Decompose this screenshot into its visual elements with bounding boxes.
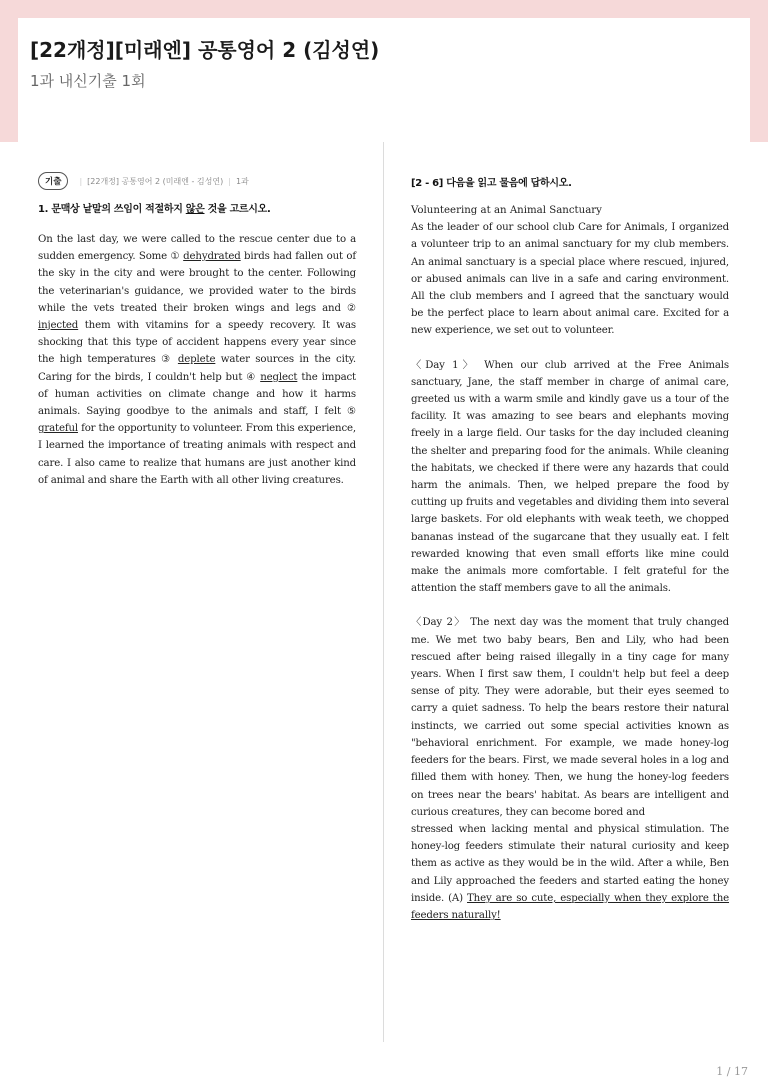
source-text: [22개정] 공통영어 2 (미래엔 - 김성연) bbox=[87, 176, 224, 186]
paragraph-intro: As the leader of our school club Care for Animals, I organized a volunteer trip to an animal sanctuary for my club members. An animal sanctuary is a special place where rescued, injured, or abused animals can live in a safe and caring environment. All the club members and I agreed that the sanctuary would be the perfect place to learn about animal care. Excited for a new experience, we set out to volunteer. bbox=[411, 222, 729, 337]
choice-5-word: grateful bbox=[38, 423, 78, 435]
underlined-sentence-a: They are so cute, especially when they explore the feeders naturally! bbox=[411, 892, 730, 921]
meta-separator: | bbox=[228, 176, 231, 186]
left-column bbox=[38, 171, 356, 489]
meta-separator: | bbox=[79, 176, 83, 186]
paragraph-day-1: 〈Day 1〉 When our club arrived at the Free Animals sanctuary, Jane, the staff member in charge of animal care, greeted us with a warm smile and kindly gave us a tour of the facility. It was amazing to see bears and elephants moving freely in a large field. Our tasks for the day included cleaning the shelter and preparing food for the animals. While cleaning the habitats, we checked if there were any hazards that could harm the animals. Then, we helped prepare the food by cutting up fruits and vegetables and dividing them into several large baskets. For old elephants with weak teeth, we chopped bananas instead of the sugarcane that they usually eat. I felt rewarded knowing that even small efforts like mine could make the animals more comfortable. I felt grateful for the attention the staff members gave to all the animals. bbox=[411, 359, 729, 595]
article-title: Volunteering at an Animal Sanctuary bbox=[411, 205, 602, 216]
choice-3-word: deplete bbox=[177, 354, 216, 366]
choice-2-word: injected bbox=[38, 320, 79, 332]
question-group-title: [2 - 6] 다음을 읽고 물음에 답하시오. bbox=[411, 178, 572, 189]
column-divider bbox=[383, 142, 384, 1042]
choice-1-word: dehydrated bbox=[183, 251, 241, 263]
document-title: [22개정][미래엔] 공통영어 2 (김성연) bbox=[30, 38, 380, 62]
page-number: 1 / 17 bbox=[716, 1065, 748, 1078]
question-1-passage: On the last day, we were called to the rescue center due to a sudden emergency. Some ① dehydrated birds had fallen out of the sky in the city and were brought to the center. Following the veterinarian's guidance, we provided water to the birds while the vets treated their broken wings and legs and ② injected them with vitamins for a speedy recovery. It was shocking that this type of accident happens every year since the high temperatures ③ deplete water sources in the city. Caring for the birds, I couldn't help but ④ neglect the impact of human activities on climate change and how it harms animals. Saying goodbye to the animals and staff, I felt ⑤ grateful for the opportunity to volunteer. From this experience, I learned the importance of treating animals with respect and care. I also came to realize that humans are just another kind of animal and share the Earth with all other living creatures. bbox=[38, 234, 357, 486]
choice-4-word: neglect bbox=[260, 371, 298, 383]
right-column bbox=[411, 171, 729, 924]
underlined-word: 않은 bbox=[185, 204, 205, 215]
question-1-title: 1. 문맥상 낱말의 쓰임이 적절하지 않은 것을 고르시오. bbox=[38, 204, 271, 215]
paragraph-day-2: 〈Day 2〉 The next day was the moment that truly changed me. We met two baby bears, Ben and Lily, who had been rescued after being raised illegally in a tiny cage for many years. When I first saw them, I couldn't help but feel a deep sense of pity. They were adorable, but their eyes seemed to carry a quiet sadness. To help the bears restore their natural instincts, we carried out some special activities known as "behavioral enrichment. For example, we made honey-log feeders for the bears. First, we made several holes in a log and filled them with honey. Then, we hung the honey-log feeders on trees near the bears' habitat. As bears are intelligent and curious creatures, they can become bored and stressed when lacking mental and physical stimulation. The honey-log feeders stimulate their natural curiosity and keep them as active as they would be in the wild. After a while, Ben and Lily approached the feeders and started eating the honey inside. (A) They are so cute, especially when they explore the feeders naturally! bbox=[411, 617, 730, 921]
question-meta bbox=[38, 171, 356, 191]
document-subtitle: 1과 내신기출 1회 bbox=[30, 72, 146, 90]
source-badge: 기출 bbox=[38, 172, 68, 190]
lesson-text: 1과 bbox=[235, 176, 249, 186]
